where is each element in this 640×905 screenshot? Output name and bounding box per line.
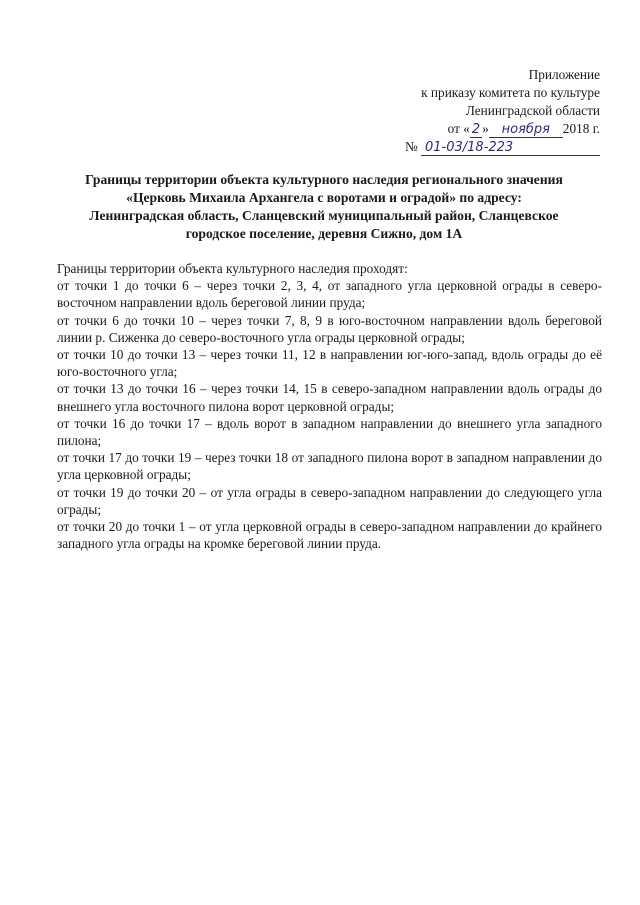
date-prefix: от « xyxy=(447,121,470,136)
title-line-4: городское поселение, деревня Сижно, дом 1А xyxy=(185,226,463,241)
date-month: ноября xyxy=(489,122,563,138)
boundary-paragraph: от точки 6 до точки 10 – через точки 7, 8, 9 в юго-восточном направлении вдоль береговой линии р. Сиженка до северо-восточного угла ограды церковной ограды; xyxy=(57,312,602,345)
boundary-paragraph: от точки 13 до точки 16 – через точки 14, 15 в северо-западном направлении вдоль ограды до внешнего угла восточного пилона ворот церковной ограды; xyxy=(57,381,602,414)
order-reference: к приказу комитета по культуре xyxy=(421,85,600,100)
boundary-paragraph: от точки 20 до точки 1 – от угла церковной ограды в северо-западном направлении до крайнего западного угла ограды на кромке береговой линии пруда. xyxy=(57,519,602,552)
date-year: 2018 г. xyxy=(562,121,600,136)
document-title xyxy=(58,171,590,243)
date-day: 2 xyxy=(471,122,481,137)
number-value: 01-03/18-223 xyxy=(421,140,600,156)
boundary-paragraph: от точки 16 до точки 17 – вдоль ворот в западном направлении до внешнего угла западного пилона; xyxy=(57,415,602,449)
appendix-label: Приложение xyxy=(528,67,600,82)
document-body xyxy=(57,260,602,552)
title-line-1: Границы территории объекта культурного наследия регионального значения xyxy=(85,172,563,187)
date-mid: » xyxy=(482,121,489,136)
boundary-paragraph: от точки 17 до точки 19 – через точки 18 от западного пилона ворот в западном направлении до угла церковной ограды; xyxy=(57,450,602,483)
title-line-2: «Церковь Михаила Архангела с воротами и оградой» по адресу: xyxy=(126,190,522,205)
title-line-3: Ленинградская область, Сланцевский муниципальный район, Сланцевское xyxy=(89,208,559,223)
region-name: Ленинградской области xyxy=(465,103,600,118)
order-date xyxy=(340,120,600,138)
boundary-paragraph: от точки 19 до точки 20 – от угла ограды в северо-западном направлении до следующего угла ограды; xyxy=(57,484,602,517)
order-number xyxy=(340,138,600,156)
body-intro: Границы территории объекта культурного наследия проходят: xyxy=(57,261,408,276)
boundary-paragraph: от точки 1 до точки 6 – через точки 2, 3, 4, от западного угла церковной ограды в северо-восточном направлении вдоль береговой линии пруда; xyxy=(57,278,602,311)
appendix-header xyxy=(340,66,600,156)
boundary-paragraph: от точки 10 до точки 13 – через точки 11, 12 в направлении юг-юго-запад, вдоль ограды до её юго-восточного угла; xyxy=(57,347,602,380)
number-sign: № xyxy=(404,139,418,154)
